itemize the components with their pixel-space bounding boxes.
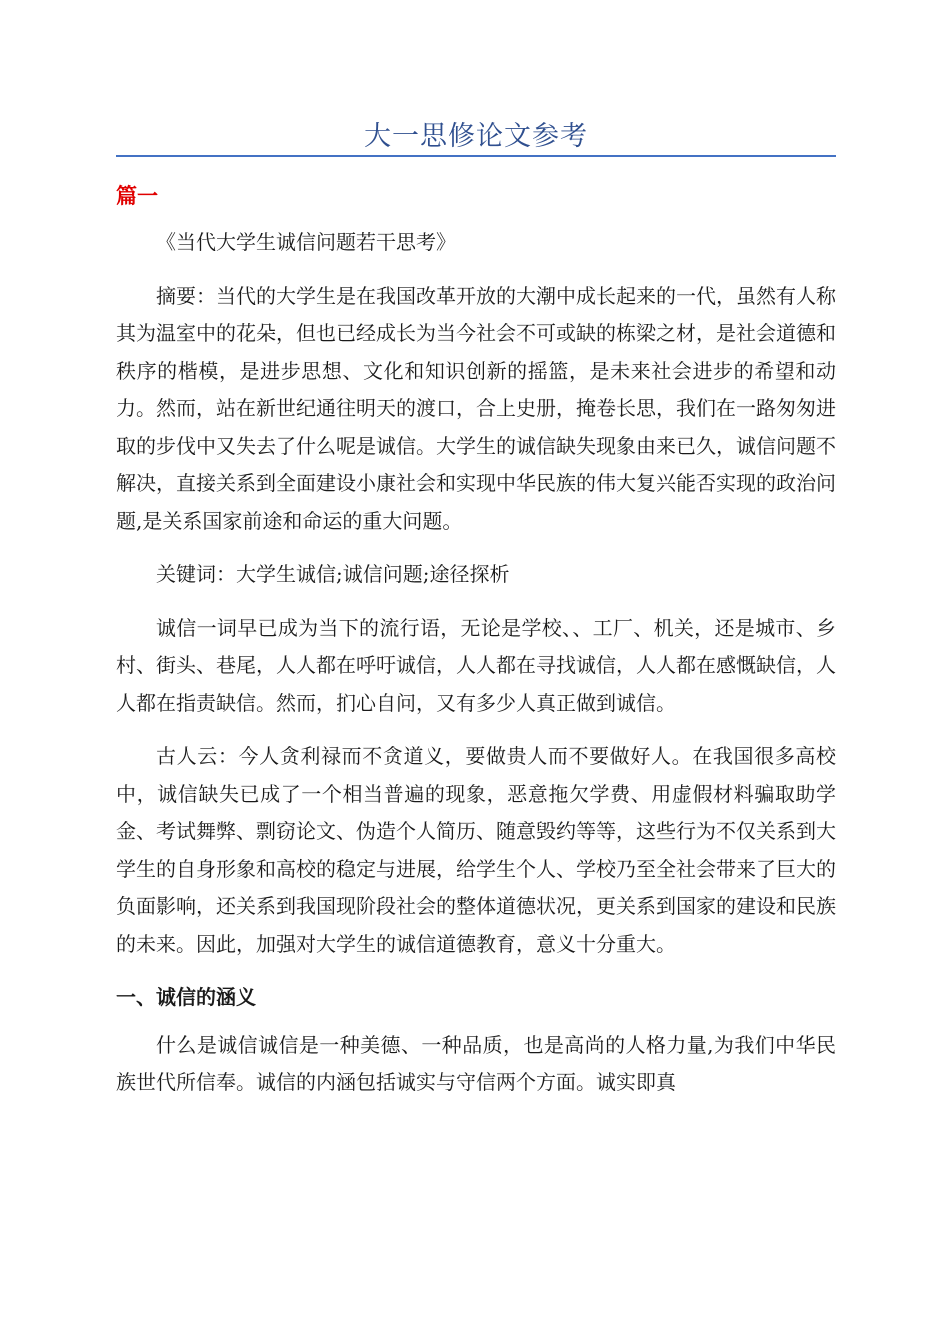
essay-title-paragraph: 《当代大学生诚信问题若干思考》 <box>156 230 456 254</box>
document-title: 大一思修论文参考 <box>364 121 588 152</box>
body-paragraph: 什么是诚信诚信是一种美德、一种品质，也是高尚的人格力量,为我们中华民族世代所信奉。诚信的内涵包括诚实与守信两个方面。诚实即真 <box>116 1032 836 1094</box>
section-label: 篇一 <box>116 184 158 208</box>
keywords-paragraph: 关键词：大学生诚信;诚信问题;途径探析 <box>156 562 510 586</box>
section-heading: 一、诚信的涵义 <box>116 985 256 1009</box>
title-divider <box>116 155 836 157</box>
abstract-paragraph: 摘要：当代的大学生是在我国改革开放的大潮中成长起来的一代，虽然有人称其为温室中的花朵，但也已经成长为当今社会不可或缺的栋梁之材，是社会道德和秩序的楷模，是进步思想、文化和知识创新的摇篮，是未来社会进步的希望和动力。然而，站在新世纪通往明天的渡口，合上史册，掩卷长思，我们在一路匆匆进取的步伐中又失去了什么呢是诚信。大学生的诚信缺失现象由来已久，诚信问题不解决，直接关系到全面建设小康社会和实现中华民族的伟大复兴能否实现的政治问题,是关系国家前途和命运的重大问题。 <box>116 283 836 533</box>
body-paragraph: 古人云：今人贪利禄而不贪道义，要做贵人而不要做好人。在我国很多高校中，诚信缺失已成了一个相当普遍的现象，恶意拖欠学费、用虚假材料骗取助学金、考试舞弊、剽窃论文、伪造个人简历、随意毁约等等，这些行为不仅关系到大学生的自身形象和高校的稳定与进展，给学生个人、学校乃至全社会带来了巨大的负面影响，还关系到我国现阶段社会的整体道德状况，更关系到国家的建设和民族的未来。因此，加强对大学生的诚信道德教育，意义十分重大。 <box>116 744 836 956</box>
document-body <box>116 224 836 1118</box>
body-paragraph: 诚信一词早已成为当下的流行语，无论是学校、、工厂、机关，还是城市、乡村、街头、巷尾，人人都在呼吁诚信，人人都在寻找诚信，人人都在感慨缺信，人人都在指责缺信。然而，扪心自问，又有多少人真正做到诚信。 <box>116 615 836 715</box>
